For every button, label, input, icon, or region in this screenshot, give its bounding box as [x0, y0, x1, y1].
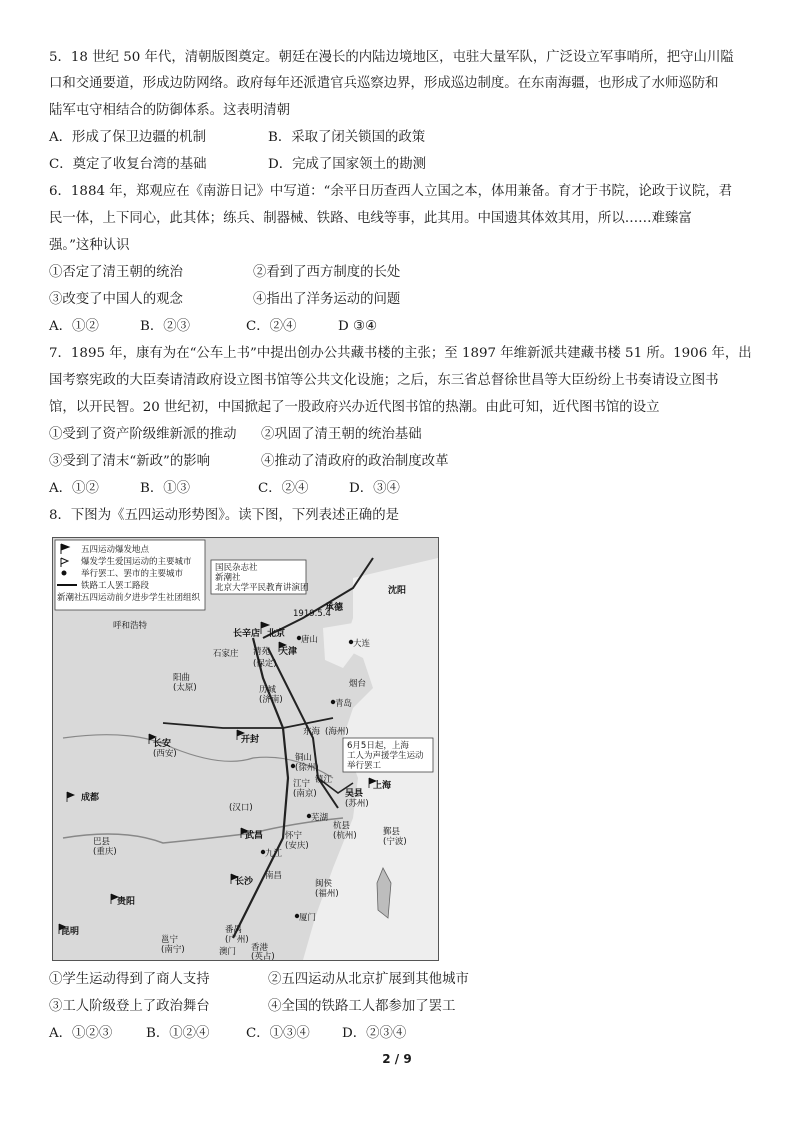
city-wuhu: 芜湖 [311, 813, 329, 823]
q8-option-d: D．②③④ [342, 1026, 407, 1041]
city-panyu: 番禺 [225, 925, 243, 935]
city-zhenjiang: 镇江 [315, 775, 333, 785]
city-hangzhou: (杭州) [333, 831, 357, 841]
city-tianjin: 天津 [279, 647, 298, 657]
callout-east-line1: 6月5日起，上海 [347, 741, 409, 751]
city-shanghai: 上海 [373, 781, 392, 791]
q7-statement-1: ①受到了资产阶级维新派的推动 [49, 427, 237, 442]
city-jiangning: 江宁 [293, 779, 311, 789]
city-hongkong: 香港 [251, 943, 269, 953]
flag-icon [67, 792, 74, 802]
city-dot-icon [291, 764, 295, 768]
q6-statement-2: ②看到了西方制度的长处 [253, 265, 401, 280]
city-wuchang: 武昌 [245, 831, 264, 841]
city-changxindian: 长辛店 [233, 629, 261, 639]
city-huaining: 怀宁 [285, 831, 303, 841]
city-changsha: 长沙 [235, 877, 254, 887]
q8-statement-4: ④全国的铁路工人都参加了罢工 [268, 999, 456, 1014]
map-graphic [53, 538, 438, 960]
city-guiyang: 贵阳 [117, 897, 136, 907]
callout-east-line2: 工人为声援学生运动 [347, 751, 424, 761]
city-fuzhou: (福州) [315, 889, 339, 899]
legend-item-5: 五四运动前夕进步学生社团组织 [81, 593, 201, 603]
city-baoding: (保定) [253, 659, 277, 669]
city-kunming: 昆明 [61, 927, 80, 937]
city-dot-icon [349, 640, 353, 644]
city-chengdu: 成都 [81, 793, 100, 803]
q5-stem-line3: 陆军屯守相结合的防御体系。这表明清朝 [49, 103, 291, 118]
city-xian: (西安) [153, 749, 177, 759]
q8-option-b: B．①②④ [146, 1026, 210, 1041]
city-minhou: 闽侯 [315, 879, 333, 889]
city-dot-icon [295, 914, 299, 918]
q5-option-a: A．形成了保卫边疆的机制 [49, 130, 206, 145]
city-licheng: 历城 [259, 685, 277, 695]
q7-statement-2: ②巩固了清王朝的统治基础 [261, 427, 422, 442]
q8-option-a: A．①②③ [49, 1026, 113, 1041]
q6-stem-line2: 民一体，上下同心，此其体；练兵、制器械、铁路、电线等事，此其用。中国遗其体效其用，所以……难臻富 [49, 211, 692, 226]
q8-option-c: C．①③④ [246, 1026, 310, 1041]
city-xiamen: 厦门 [299, 913, 317, 923]
city-guangzhou: (广州) [225, 935, 249, 945]
q6-statement-4: ④指出了洋务运动的问题 [253, 292, 401, 307]
city-yinxian: 鄞县 [383, 827, 401, 837]
city-shenyang: 沈阳 [388, 586, 407, 596]
yellow-river [63, 735, 333, 778]
q6-option-a: A．①② [49, 319, 99, 334]
city-taiyuan: (太原) [173, 683, 197, 693]
q7-statement-3: ③受到了清末“新政”的影响 [49, 454, 210, 469]
city-yantai: 烟台 [349, 679, 367, 689]
city-xuzhou: (徐州) [295, 763, 319, 773]
q7-option-c: C．②④ [258, 481, 309, 496]
date-label: 1919.5.4 [293, 609, 331, 619]
q8-stem: 8．下图为《五四运动形势图》。读下图，下列表述正确的是 [49, 508, 399, 523]
callout-east-line3: 举行罢工 [347, 761, 382, 771]
city-qingdao: 青岛 [335, 699, 353, 709]
city-ningbo: (宁波) [383, 837, 407, 847]
city-baxian: 巴县 [93, 837, 111, 847]
q8-statement-2: ②五四运动从北京扩展到其他城市 [268, 972, 469, 987]
q6-stem-line1: 6．1884 年，郑观应在《南游日记》中写道：“余平日历查西人立国之本，体用兼备。育才于书院，论政于议院，君 [49, 184, 733, 199]
q5-option-d: D．完成了国家领土的勘测 [268, 157, 427, 172]
city-jinan: (济南) [259, 695, 283, 705]
city-hangxian: 杭县 [333, 821, 351, 831]
callout-north-line3: 北京大学平民教育讲演团 [215, 583, 309, 593]
city-nanchang: 南昌 [265, 871, 283, 881]
city-suzhou: (苏州) [345, 799, 369, 809]
city-yangqu: 阳曲 [173, 673, 191, 683]
city-tongshan: 铜山 [295, 753, 313, 763]
q5-stem-line2: 口和交通要道，形成边防网络。政府每年还派遣官兵巡察边界，形成巡边制度。在东南海疆，也形成了水师巡防和 [49, 76, 719, 91]
q6-option-b: B．②③ [140, 319, 191, 334]
city-tangshan: 唐山 [301, 635, 319, 645]
legend-item-1: 五四运动爆发地点 [81, 545, 150, 555]
city-qingyuan: 清苑 [253, 647, 271, 657]
q7-stem-line3: 馆，以开民智。20 世纪初，中国掀起了一股政府兴办近代图书馆的热潮。由此可知，近代图书馆的设立 [49, 400, 660, 415]
q8-statement-1: ①学生运动得到了商人支持 [49, 972, 210, 987]
legend-item-4: 铁路工人罢工路段 [81, 581, 150, 591]
q7-option-a: A．①② [49, 481, 99, 496]
may-fourth-movement-map [52, 537, 439, 961]
city-dalian: 大连 [353, 639, 371, 649]
callout-north-line2: 新潮社 [215, 573, 241, 583]
city-anqing: (安庆) [285, 841, 309, 851]
city-dot-icon [261, 850, 265, 854]
city-donghai: 东海 [303, 727, 321, 737]
q6-statement-1: ①否定了清王朝的统治 [49, 265, 183, 280]
q7-option-d: D．③④ [349, 481, 400, 496]
q7-stem-line2: 国考察宪政的大臣奏请清政府设立图书馆等公共文化设施；之后，东三省总督徐世昌等大臣纷纷上书奏请设立图书 [49, 373, 719, 388]
legend-item-3: 举行罢工、罢市的主要城市 [81, 569, 184, 579]
city-beijing: 北京 [267, 629, 286, 639]
q6-option-c: C．②④ [246, 319, 297, 334]
city-hankou: (汉口) [229, 803, 253, 813]
legend-item-2: 爆发学生爱国运动的主要城市 [81, 557, 192, 567]
q6-statement-3: ③改变了中国人的观念 [49, 292, 183, 307]
q8-statement-3: ③工人阶级登上了政治舞台 [49, 999, 210, 1014]
city-nanjing: (南京) [293, 789, 317, 799]
city-wuxian: 吴县 [345, 789, 364, 799]
legend-sample: 新潮社 [57, 593, 83, 603]
city-changan: 长安 [153, 739, 172, 749]
city-shijiazhuang: 石家庄 [213, 649, 239, 659]
city-dot-icon [331, 700, 335, 704]
q5-option-c: C．奠定了收复台湾的基础 [49, 157, 207, 172]
city-dot-icon [307, 814, 311, 818]
q7-stem-line1: 7．1895 年，康有为在“公车上书”中提出创办公共藏书楼的主张；至 1897 年维新派共建藏书楼 51 所。1906 年，出 [49, 346, 752, 361]
city-dot-icon [297, 636, 301, 640]
callout-north-line1: 国民杂志社 [215, 563, 258, 573]
city-haizhou: (海州) [325, 727, 349, 737]
page-number: 2 / 9 [382, 1052, 412, 1066]
q6-stem-line3: 强。”这种认识 [49, 238, 130, 253]
city-hohhot: 呼和浩特 [113, 621, 148, 631]
city-yongning: 邕宁 [161, 935, 179, 945]
q5-stem-line1: 5．18 世纪 50 年代，清朝版图奠定。朝廷在漫长的内陆边境地区，屯驻大量军队，广泛设立军事哨所，把守山川隘 [49, 50, 734, 65]
city-chongqing: (重庆) [93, 847, 117, 857]
q5-option-b: B．采取了闭关锁国的政策 [268, 130, 426, 145]
city-chengde: 承德 [325, 603, 344, 613]
railway-north-south [233, 638, 288, 938]
q7-option-b: B．①③ [140, 481, 191, 496]
city-nanning: (南宁) [161, 945, 185, 955]
city-kaifeng: 开封 [241, 735, 260, 745]
city-dot-icon [62, 571, 67, 576]
city-hongkong-british: (英占) [251, 952, 275, 960]
city-jiujiang: 九江 [265, 849, 283, 859]
city-macau: 澳门 [219, 947, 237, 957]
q6-option-d: D ③④ [338, 319, 378, 334]
q7-statement-4: ④推动了清政府的政治制度改革 [261, 454, 449, 469]
